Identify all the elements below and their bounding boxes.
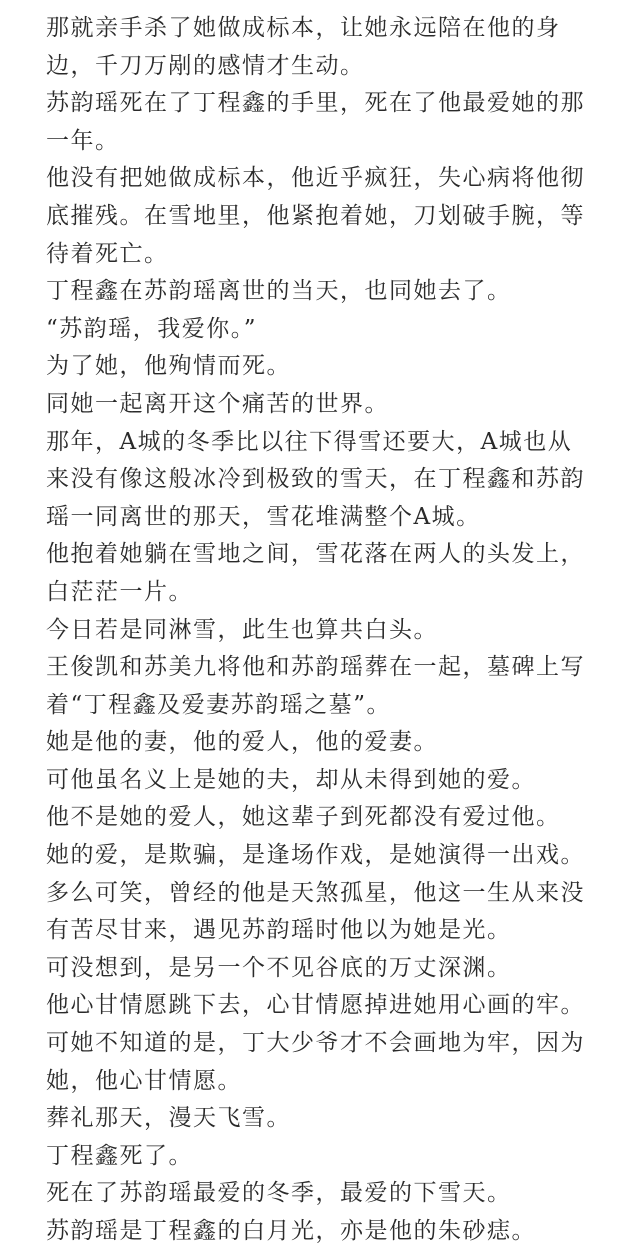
text-line: 她是他的妻，他的爱人，他的爱妻。 (46, 729, 438, 756)
text-line: 他心甘情愿跳下去，心甘情愿掉进她用心画的牢。 (46, 992, 585, 1019)
text-line: 同她一起离开这个痛苦的世界。 (46, 390, 389, 417)
text-line: 那就亲手杀了她做成标本，让她永远陪在他的身 (46, 15, 561, 41)
text-line: 瑶一同离世的那天，雪花堆满整个A城。 (46, 503, 481, 530)
text-line: 可她不知道的是，丁大少爷才不会画地为牢，因为 (46, 1030, 585, 1057)
text-line: 苏韵瑶死在了丁程鑫的手里，死在了他最爱她的那 (46, 90, 585, 117)
text-line: 他不是她的爱人，她这辈子到死都没有爱过他。 (46, 804, 561, 831)
text-line: 待着死亡。 (46, 240, 169, 267)
text-line: 她的爱，是欺骗，是逢场作戏，是她演得一出戏。 (46, 842, 585, 869)
text-line: 今日若是同淋雪，此生也算共白头。 (46, 616, 438, 643)
text-line: 丁程鑫在苏韵瑶离世的当天，也同她去了。 (46, 278, 512, 305)
text-line: 那年，A城的冬季比以往下得雪还要大，A城也从 (46, 428, 573, 455)
text-line: 白茫茫一片。 (46, 578, 193, 605)
text-line: 她，他心甘情愿。 (46, 1067, 242, 1094)
text-line: 来没有像这般冰冷到极致的雪天，在丁程鑫和苏韵 (46, 466, 585, 493)
text-line: 死在了苏韵瑶最爱的冬季，最爱的下雪天。 (46, 1180, 512, 1207)
text-line: 王俊凯和苏美九将他和苏韵瑶葬在一起，墓碑上写 (46, 654, 585, 681)
text-line: 可他虽名义上是她的夫，却从未得到她的爱。 (46, 766, 536, 793)
text-line: 一年。 (46, 127, 120, 154)
text-line: 苏韵瑶是丁程鑫的白月光，亦是他的朱砂痣。 (46, 1218, 536, 1244)
text-line: 边，千刀万剐的感情才生动。 (46, 52, 365, 79)
text-line: 他抱着她躺在雪地之间，雪花落在两人的头发上， (46, 541, 585, 568)
article-body (46, 10, 606, 1251)
text-line: 他没有把她做成标本，他近乎疯狂，失心病将他彻 (46, 165, 585, 192)
text-line: 为了她，他殉情而死。 (46, 353, 291, 380)
text-line: 底摧残。在雪地里，他紧抱着她，刀划破手腕，等 (46, 202, 585, 229)
text-line: “苏韵瑶，我爱你。” (46, 315, 258, 342)
text-line: 着“丁程鑫及爱妻苏韵瑶之墓”。 (46, 691, 392, 718)
text-line: 可没想到，是另一个不见谷底的万丈深渊。 (46, 954, 512, 981)
text-line: 葬礼那天，漫天飞雪。 (46, 1105, 291, 1132)
text-line: 丁程鑫死了。 (46, 1142, 193, 1169)
text-line: 多么可笑，曾经的他是天煞孤星，他这一生从来没 (46, 879, 585, 906)
text-line: 有苦尽甘来，遇见苏韵瑶时他以为她是光。 (46, 917, 512, 944)
